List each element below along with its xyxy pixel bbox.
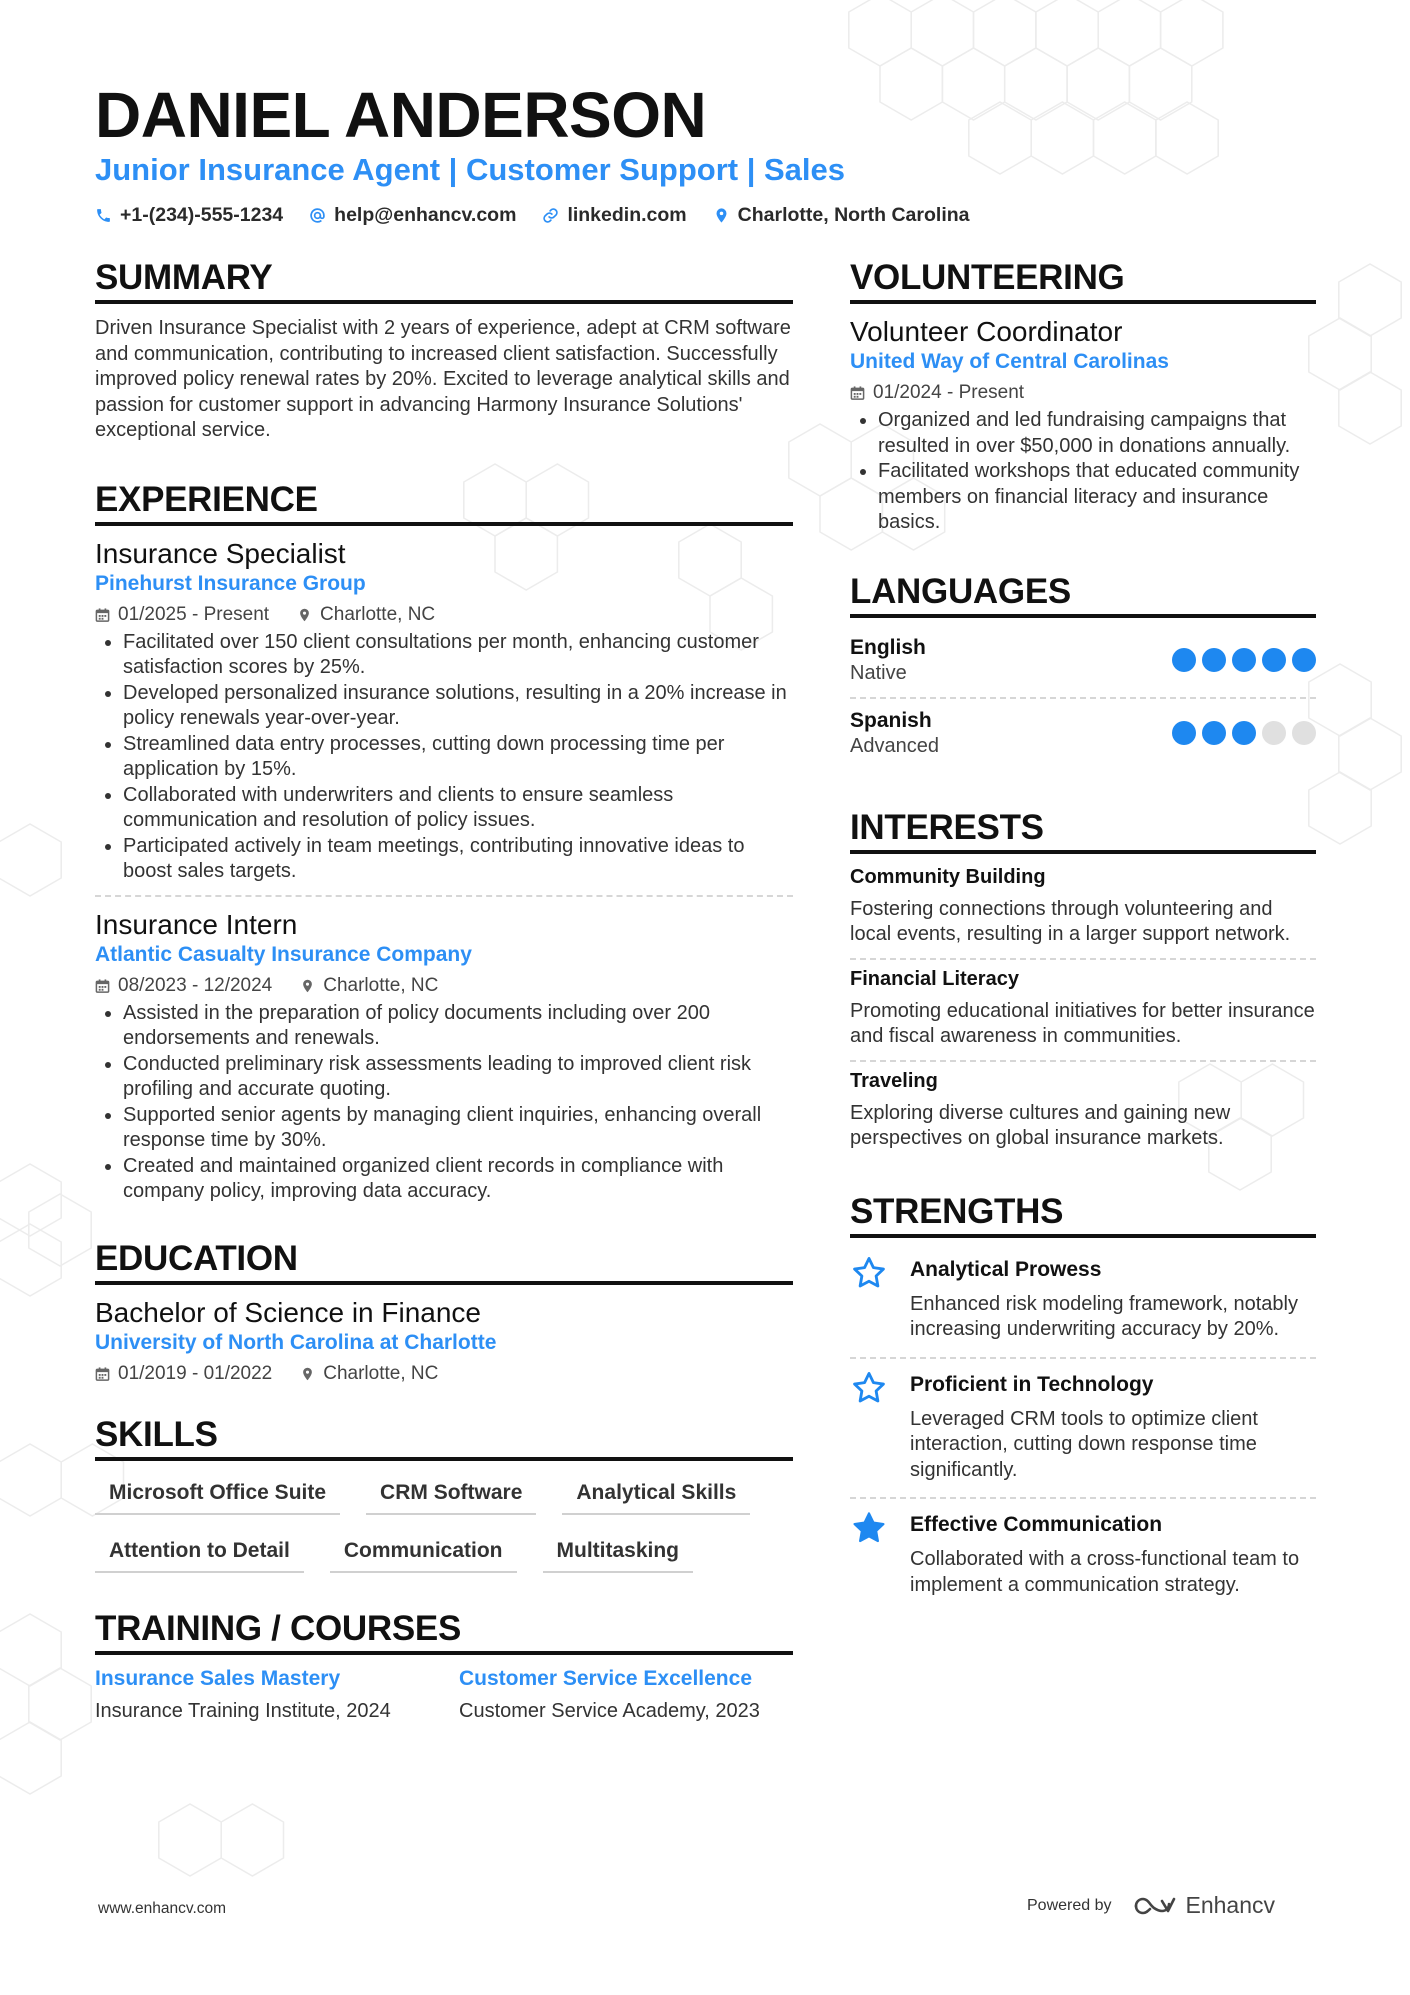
star-outline-icon (850, 1369, 888, 1407)
job-location-text: Charlotte, NC (323, 974, 439, 996)
interests-heading: INTERESTS (850, 808, 1316, 854)
job-bullet: • Collaborated with underwriters and clients to ensure seamless communication and resolution of policy issues. (123, 783, 793, 834)
contact-phone[interactable] (95, 204, 283, 227)
footer-branding (1027, 1892, 1275, 1919)
summary-section (95, 258, 793, 444)
location-pin-icon (300, 978, 315, 994)
experience-section (95, 480, 793, 1205)
job-bullet: • Supported senior agents by managing client inquiries, enhancing overall response time by 30%. (123, 1103, 793, 1154)
phone-icon (95, 207, 112, 224)
job-dates-text: 08/2023 - 12/2024 (118, 974, 273, 996)
strength-text: Enhanced risk modeling framework, notably increasing underwriting accuracy by 20%. (910, 1292, 1298, 1340)
education-dates-text: 01/2019 - 01/2022 (118, 1362, 273, 1384)
skill-tag: Microsoft Office Suite (95, 1473, 340, 1515)
experience-heading: EXPERIENCE (95, 480, 793, 526)
strengths-heading: STRENGTHS (850, 1192, 1316, 1238)
education-location-text: Charlotte, NC (323, 1362, 439, 1384)
strength-text: Leveraged CRM tools to optimize client interaction, cutting down response time significantly. (910, 1407, 1258, 1481)
contact-email[interactable] (309, 204, 516, 227)
education-heading: EDUCATION (95, 1239, 793, 1285)
volunteering-heading: VOLUNTEERING (850, 258, 1316, 304)
skill-tag: Communication (330, 1531, 517, 1573)
job-dates (95, 604, 269, 626)
volunteer-role: Volunteer Coordinator (850, 316, 1123, 347)
entry-divider (95, 895, 793, 897)
summary-heading: SUMMARY (95, 258, 793, 304)
volunteer-bullets (850, 408, 1316, 536)
strength-body (910, 1369, 1316, 1484)
rating-dot-filled (1202, 648, 1226, 672)
interest-item (850, 1070, 1316, 1152)
languages-section (850, 572, 1316, 768)
interest-title: Traveling (850, 1069, 938, 1092)
job-location (300, 975, 438, 997)
rating-dot-empty (1292, 721, 1316, 745)
training-section (95, 1609, 793, 1725)
candidate-title: Junior Insurance Agent | Customer Support | Sales (95, 152, 845, 187)
powered-by-text: Powered by (1027, 1896, 1112, 1914)
skill-tag: Attention to Detail (95, 1531, 304, 1573)
skills-list (95, 1473, 793, 1573)
contact-location (713, 204, 970, 227)
enhancv-logo[interactable] (1132, 1892, 1276, 1919)
entry-divider (850, 1357, 1316, 1359)
star-outline-icon (850, 1254, 888, 1292)
rating-dot-filled (1172, 648, 1196, 672)
language-rating (1172, 721, 1316, 745)
job-bullet: • Developed personalized insurance solutions, resulting in a 20% increase in policy renewals year-over-year. (123, 681, 793, 732)
footer-website[interactable]: www.enhancv.com (98, 1900, 227, 1917)
education-location (300, 1363, 438, 1385)
strength-text: Collaborated with a cross-functional team to implement a communication strategy. (910, 1548, 1300, 1596)
strength-body (910, 1509, 1316, 1598)
degree: Bachelor of Science in Finance (95, 1296, 481, 1328)
strength-item (850, 1365, 1316, 1490)
strength-body (910, 1254, 1316, 1343)
rating-dot-filled (1292, 648, 1316, 672)
experience-entry (95, 909, 793, 1205)
course-title: Customer Service Excellence (459, 1666, 752, 1690)
training-heading: TRAINING / COURSES (95, 1609, 793, 1655)
job-company: Atlantic Casualty Insurance Company (95, 942, 472, 966)
star-filled-icon (850, 1509, 888, 1547)
interest-title: Financial Literacy (850, 967, 1019, 990)
rating-dot-filled (1172, 721, 1196, 745)
strengths-section (850, 1192, 1316, 1605)
course-item (95, 1667, 425, 1725)
rating-dot-filled (1232, 648, 1256, 672)
education-section (95, 1239, 793, 1385)
calendar-icon (850, 385, 865, 401)
job-company: Pinehurst Insurance Group (95, 571, 366, 595)
strength-item (850, 1250, 1316, 1349)
calendar-icon (95, 1366, 110, 1382)
contact-bar (95, 204, 970, 227)
job-bullet: • Assisted in the preparation of policy documents including over 200 endorsements and renewals. (123, 1001, 793, 1052)
language-text (850, 709, 939, 758)
calendar-icon (95, 978, 110, 994)
rating-dot-filled (1202, 721, 1226, 745)
job-bullet: • Conducted preliminary risk assessments leading to improved client risk profiling and accurate quoting. (123, 1052, 793, 1103)
course-source: Customer Service Academy, 2023 (459, 1699, 760, 1722)
skills-heading: SKILLS (95, 1415, 793, 1461)
entry-divider (850, 1497, 1316, 1499)
entry-divider (850, 1060, 1316, 1062)
interest-text: Fostering connections through volunteering and local events, resulting in a larger support network. (850, 897, 1291, 945)
volunteer-dates (850, 382, 1024, 404)
language-rating (1172, 648, 1316, 672)
language-item (850, 703, 1316, 768)
linkedin-text: linkedin.com (567, 204, 687, 226)
strength-icon-wrap (850, 1254, 888, 1343)
skill-tag: CRM Software (366, 1473, 536, 1515)
calendar-icon (95, 607, 110, 623)
enhancv-brand-text: Enhancv (1185, 1892, 1276, 1918)
interests-section (850, 808, 1316, 1152)
skill-tag: Analytical Skills (562, 1473, 750, 1515)
strength-icon-wrap (850, 1369, 888, 1484)
right-column (850, 258, 1316, 1632)
location-pin-icon (300, 1366, 315, 1382)
education-dates (95, 1363, 272, 1385)
strength-item (850, 1505, 1316, 1604)
volunteer-meta (850, 382, 1316, 404)
language-item (850, 630, 1316, 695)
language-name: Spanish (850, 708, 932, 732)
job-role: Insurance Specialist (95, 537, 346, 569)
school: University of North Carolina at Charlotte (95, 1330, 497, 1354)
strength-title: Analytical Prowess (910, 1257, 1102, 1281)
rating-dot-filled (1262, 648, 1286, 672)
strength-icon-wrap (850, 1509, 888, 1598)
interest-item (850, 866, 1316, 948)
at-icon (309, 207, 326, 224)
interest-text: Promoting educational initiatives for better insurance and fiscal awareness in communities. (850, 999, 1315, 1047)
entry-divider (850, 697, 1316, 699)
courses-list (95, 1667, 793, 1725)
job-meta (95, 604, 793, 626)
job-bullet: • Participated actively in team meetings, contributing innovative ideas to boost sales targets. (123, 834, 793, 885)
volunteer-bullet: • Facilitated workshops that educated community members on financial literacy and insurance basics. (878, 459, 1316, 536)
strength-title: Proficient in Technology (910, 1372, 1154, 1396)
enhancv-logo-icon (1132, 1894, 1178, 1918)
job-bullet: • Streamlined data entry processes, cutting down processing time per application by 15%. (123, 732, 793, 783)
job-bullet: • Created and maintained organized client records in compliance with company policy, improving data accuracy. (123, 1154, 793, 1205)
course-source: Insurance Training Institute, 2024 (95, 1699, 391, 1722)
course-title: Insurance Sales Mastery (95, 1666, 341, 1690)
interest-text: Exploring diverse cultures and gaining new perspectives on global insurance markets. (850, 1101, 1231, 1149)
education-meta (95, 1363, 793, 1385)
language-name: English (850, 635, 926, 659)
language-level: Advanced (850, 734, 939, 757)
volunteering-section (850, 258, 1316, 536)
left-column (95, 258, 793, 1752)
interest-item (850, 968, 1316, 1050)
job-bullets (95, 630, 793, 885)
location-pin-icon (713, 207, 730, 224)
language-text (850, 636, 926, 685)
strength-title: Effective Communication (910, 1513, 1163, 1536)
summary-text: Driven Insurance Specialist with 2 years of experience, adept at CRM software and communication, contributing to increased client satisfaction. Successfully improved policy renewal rates by 20%. Excited to leverage analytical skills and passion for customer support in advancing Harmony Insurance Solutions' exceptional service. (95, 317, 791, 441)
entry-divider (850, 958, 1316, 960)
rating-dot-filled (1232, 721, 1256, 745)
candidate-name: DANIEL ANDERSON (95, 79, 707, 151)
course-item (459, 1667, 789, 1725)
job-dates (95, 975, 272, 997)
contact-linkedin[interactable] (542, 204, 686, 227)
location-text: Charlotte, North Carolina (737, 204, 970, 226)
job-location (297, 604, 435, 626)
skill-tag: Multitasking (543, 1531, 694, 1573)
location-pin-icon (297, 607, 312, 623)
languages-heading: LANGUAGES (850, 572, 1316, 618)
job-bullets (95, 1001, 793, 1205)
interest-title: Community Building (850, 865, 1046, 888)
phone-text: +1-(234)-555-1234 (120, 204, 284, 226)
job-role: Insurance Intern (95, 908, 298, 940)
job-dates-text: 01/2025 - Present (118, 603, 270, 625)
experience-entry (95, 538, 793, 885)
volunteer-org: United Way of Central Carolinas (850, 350, 1169, 373)
job-bullet: • Facilitated over 150 client consultations per month, enhancing customer satisfaction scores by 25%. (123, 630, 793, 681)
job-meta (95, 975, 793, 997)
link-icon (542, 207, 559, 224)
rating-dot-empty (1262, 721, 1286, 745)
volunteer-dates-text: 01/2024 - Present (873, 382, 1025, 403)
skills-section (95, 1415, 793, 1573)
language-level: Native (850, 661, 907, 684)
job-location-text: Charlotte, NC (320, 603, 436, 625)
email-text: help@enhancv.com (334, 204, 517, 226)
volunteer-bullet: • Organized and led fundraising campaigns that resulted in over $50,000 in donations annually. (878, 408, 1316, 459)
